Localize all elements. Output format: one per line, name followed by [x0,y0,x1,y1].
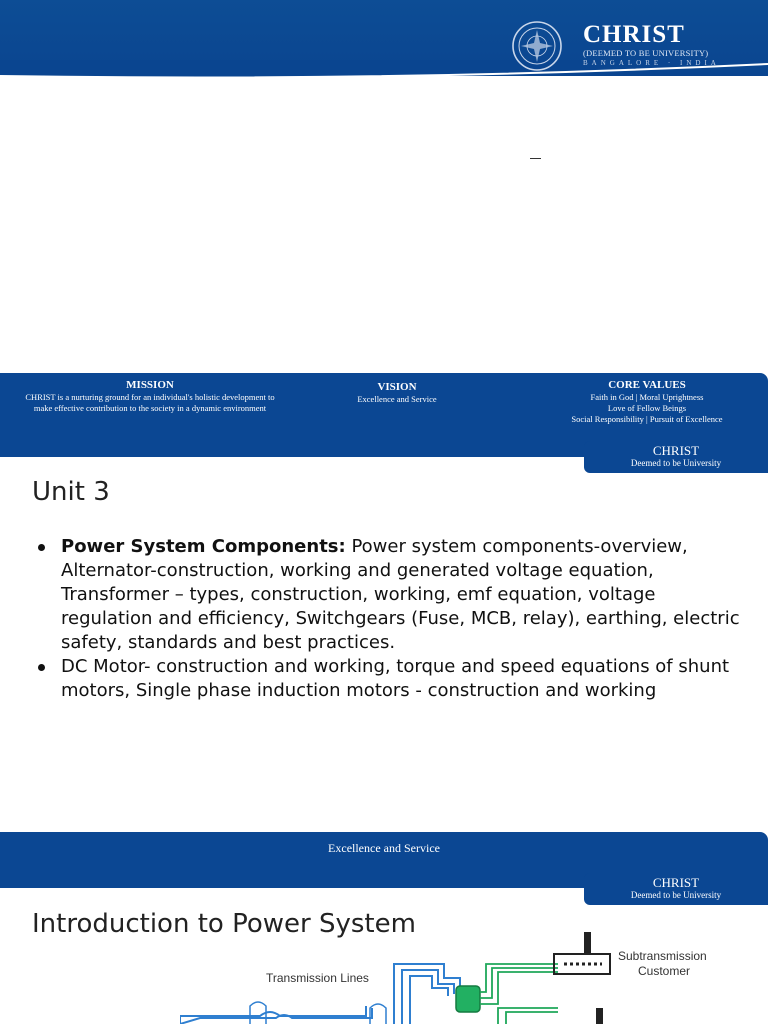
subtransmission-lines [480,964,558,1024]
bullet-text: Power system components-overview, Alternator-construction, working and generated voltage equation, Transformer – types, construction, working, emf equation, voltage regulation and efficiency, Switchgears (Fuse, MCB, relay), earthing, electric safety, standards and best practices. [61,536,740,653]
power-system-diagram [180,928,768,1024]
factory-icon [596,1008,603,1024]
footer-subtitle: Deemed to be University [630,890,722,900]
footer-logo-tab [584,441,768,473]
stray-dash [530,158,541,159]
bullet-text: DC Motor- construction and working, torque and speed equations of shunt motors, Single phase induction motors - construction and working [61,656,730,701]
logo-subtitle: (DEEMED TO BE UNIVERSITY) [583,48,709,58]
core-values-block [530,379,764,425]
factory-icon [554,932,610,974]
university-seal-icon [511,20,563,72]
footer-logo-tab [584,873,768,905]
slide-title: Introduction to Power System [32,909,416,939]
logo-wordmark: CHRIST [583,21,685,48]
slide-title: Unit 3 [32,477,110,507]
bullet-list [34,535,744,703]
customer-label-line2: Customer [638,964,691,978]
vision-title: VISION [377,381,417,393]
mission-title: MISSION [126,379,174,391]
core-values-line-2: Love of Fellow Beings [607,403,687,413]
mission-line-2: make effective contribution to the society in a dynamic environment [33,403,267,413]
bullet-item [34,535,744,655]
bullet-icon [38,664,45,671]
core-values-title: CORE VALUES [608,379,686,391]
bullet-item [34,655,744,703]
core-values-line-3: Social Responsibility | Pursuit of Excellence [571,414,723,424]
transmission-lines-label: Transmission Lines [266,971,369,985]
footer-subtitle: Deemed to be University [630,458,722,468]
logo-city: BANGALORE · INDIA [583,59,720,67]
vision-block [318,381,476,405]
bullet-icon [38,544,45,551]
mission-line-1: CHRIST is a nurturing ground for an individual's holistic development to [25,392,275,402]
footer-name: CHRIST [652,875,700,890]
band-motto: Excellence and Service [328,841,440,855]
footer-name: CHRIST [652,443,700,458]
transformer-icon [456,986,480,1012]
core-values-line-1: Faith in God | Moral Uprightness [590,392,704,402]
vision-text: Excellence and Service [357,394,437,404]
customer-label-line1: Subtransmission [618,949,707,963]
bullet-heading: Power System Components: [61,536,346,557]
mission-block [0,379,300,414]
